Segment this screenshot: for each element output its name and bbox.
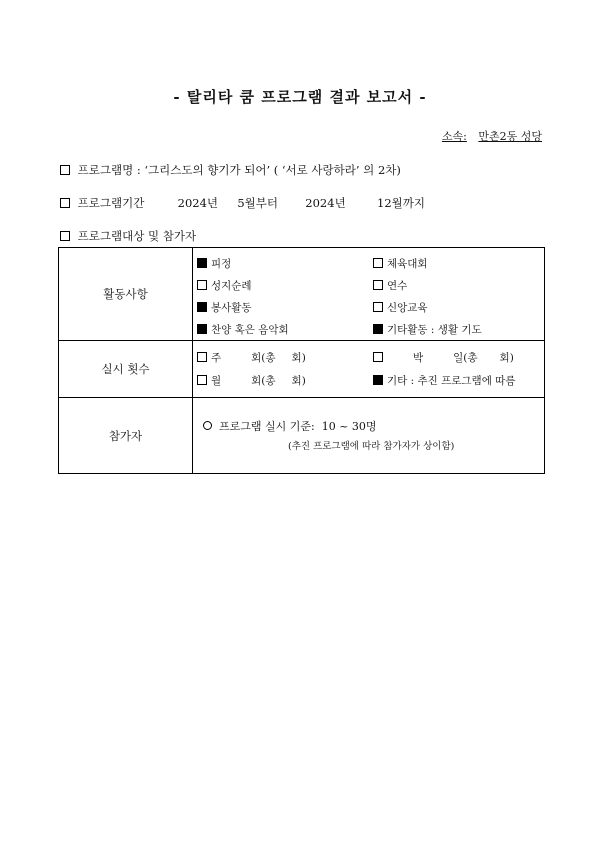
program-name-value: ‘그리스도의 향기가 되어’ ( ‘서로 사랑하라’ 의 2차) xyxy=(144,163,401,177)
activity-option xyxy=(197,322,289,337)
activity-option xyxy=(373,300,428,315)
participants-cell xyxy=(193,398,545,474)
activity-label: 신앙교육 xyxy=(387,302,428,314)
affiliation xyxy=(442,128,542,144)
checkbox-icon[interactable] xyxy=(373,302,383,312)
period-end-year: 2024년 xyxy=(305,196,346,210)
checkbox-icon[interactable] xyxy=(197,375,207,385)
target-heading: 프로그램대상 및 참가자 xyxy=(77,229,197,243)
affiliation-value: 만촌2동 성당 xyxy=(478,130,542,143)
frequency-options xyxy=(193,341,545,398)
activity-option xyxy=(373,278,407,293)
checkbox-icon[interactable] xyxy=(197,258,207,268)
period-start-year: 2024년 xyxy=(177,196,219,210)
period-start: 5월부터 xyxy=(237,196,278,210)
activity-option xyxy=(373,256,428,271)
affiliation-label: 소속: xyxy=(441,130,467,143)
activity-label: 연수 xyxy=(387,280,408,292)
checkbox-icon xyxy=(60,198,70,208)
checkbox-icon[interactable] xyxy=(373,375,383,385)
activity-option xyxy=(197,278,252,293)
participants-criteria: 프로그램 실시 기준: 10 ~ 30명 xyxy=(203,418,377,434)
checkbox-icon[interactable] xyxy=(373,258,383,268)
activity-label: 찬양 혹은 음악회 xyxy=(211,324,289,336)
target-heading-row xyxy=(60,228,196,244)
program-name-row xyxy=(60,162,401,178)
activities-options xyxy=(193,248,545,341)
activity-label: 기타활동 : 생활 기도 xyxy=(387,324,482,336)
activity-label: 성지순례 xyxy=(211,280,252,292)
program-period-row xyxy=(60,195,425,211)
frequency-other: 기타 : 추진 프로그램에 따름 xyxy=(373,373,515,388)
activity-option xyxy=(197,256,231,271)
target-table xyxy=(58,247,545,474)
checkbox-icon xyxy=(60,165,70,175)
program-period-label: 프로그램기간 xyxy=(77,196,145,210)
frequency-header: 실시 횟수 xyxy=(59,341,193,398)
circle-bullet-icon xyxy=(203,421,212,430)
frequency-monthly: 월 회(총 회) xyxy=(197,373,306,388)
frequency-nights: 박 일(총 회) xyxy=(373,350,514,365)
program-name-label: 프로그램명 : xyxy=(77,163,141,177)
frequency-weekly: 주 회(총 회) xyxy=(197,350,306,365)
activities-header: 활동사항 xyxy=(59,248,193,341)
period-end: 12월까지 xyxy=(377,196,425,210)
participants-note: (추진 프로그램에 따라 참가자가 상이함) xyxy=(288,441,455,452)
checkbox-icon xyxy=(60,231,70,241)
checkbox-icon[interactable] xyxy=(197,280,207,290)
activity-option xyxy=(373,322,482,337)
report-title: - 탈리타 쿰 프로그램 결과 보고서 - xyxy=(173,88,427,106)
checkbox-icon[interactable] xyxy=(373,324,383,334)
participants-header: 참가자 xyxy=(59,398,193,474)
checkbox-icon[interactable] xyxy=(197,302,207,312)
activity-label: 봉사활동 xyxy=(211,302,252,314)
checkbox-icon[interactable] xyxy=(197,352,207,362)
activity-label: 피정 xyxy=(211,258,232,270)
checkbox-icon[interactable] xyxy=(197,324,207,334)
checkbox-icon[interactable] xyxy=(373,352,383,362)
checkbox-icon[interactable] xyxy=(373,280,383,290)
activity-option xyxy=(197,300,252,315)
activity-label: 체육대회 xyxy=(387,258,428,270)
